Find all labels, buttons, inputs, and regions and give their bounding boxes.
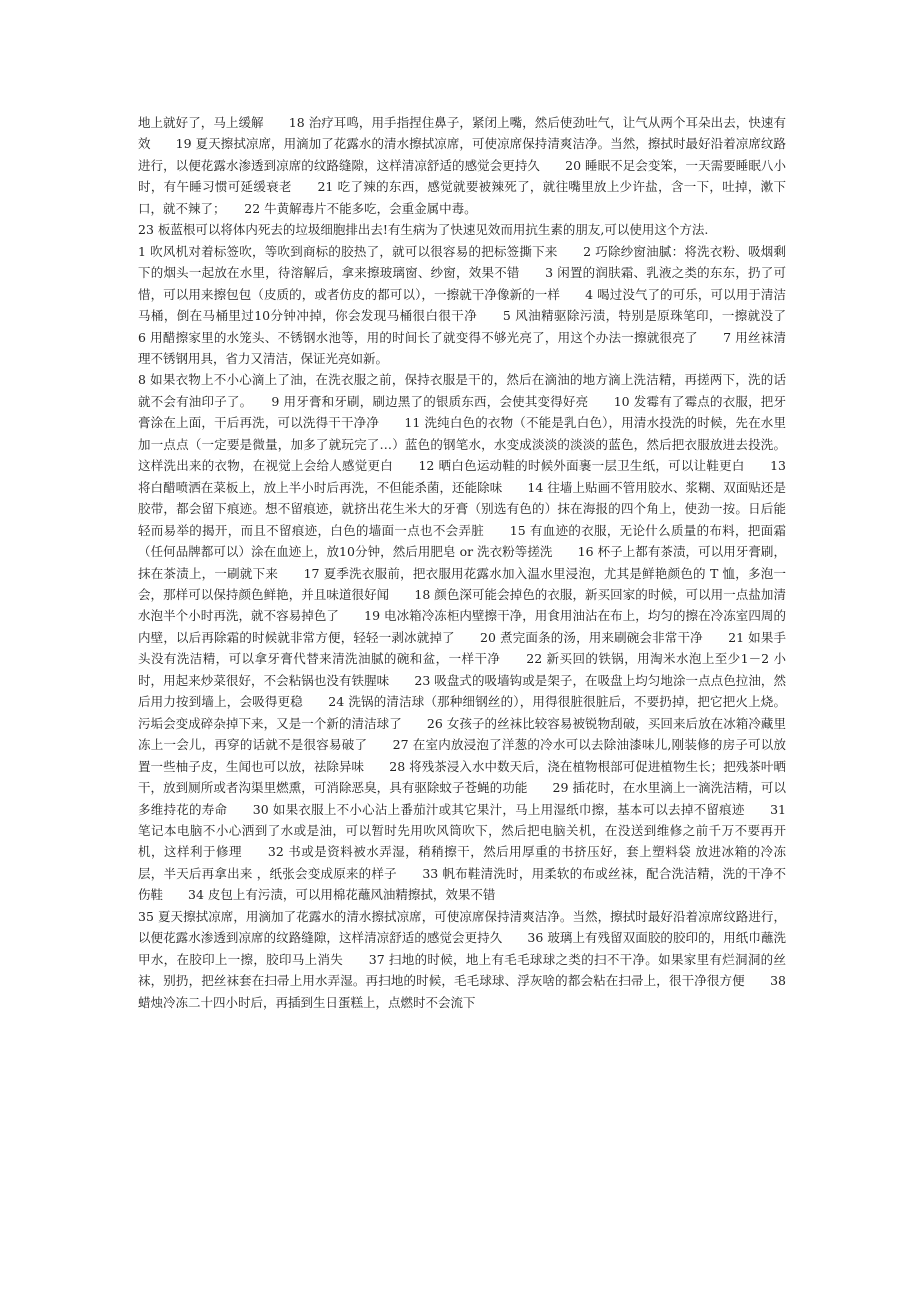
paragraph-5: 35 夏天擦拭凉席，用滴加了花露水的清水擦拭凉席，可使凉席保持清爽洁净。当然，擦拭时最好沿着凉席纹路进行，以便花露水渗透到凉席的纹路缝隙，这样清凉舒适的感觉会更持久 36 玻璃上有残留双面胶的胶印的，用纸巾蘸洗甲水，在胶印上一擦，胶印马上消失 37 扫地的时候，地上有毛毛球球之类的扫不干净。如果家里有烂洞洞的丝袜，别扔，把丝袜套在扫帚上用水弄湿。再扫地的时候，毛毛球球、浮灰啥的都会粘在扫帚上，很干净很方便 38 蜡烛冷冻二十四小时后，再插到生日蛋糕上，点燃时不会流下	[138, 908, 790, 1010]
paragraph-2: 23 板蓝根可以将体内死去的垃圾细胞排出去!有生病为了快速见效而用抗生素的朋友,可以使用这个方法.	[138, 222, 709, 238]
paragraph-3: 1 吹风机对着标签吹，等吹到商标的胶热了，就可以很容易的把标签撕下来 2 巧除纱窗油腻：将洗衣粉、吸烟剩下的烟头一起放在水里，待溶解后，拿来擦玻璃窗、纱窗，效果不错 3 闲置的润肤霜、乳液之类的东东，扔了可惜，可以用来擦包包（皮质的，或者仿皮的都可以），一擦就干净像新的一样 4 喝过没气了的可乐，可以用于清洁马桶，倒在马桶里过10分钟冲掉，你会发现马桶很白很干净 5 风油精驱除污渍，特别是原珠笔印，一擦就没了 6 用醋擦家里的水笼头、不锈钢水池等，用的时间长了就变得不够光亮了，用这个办法一擦就很亮了 7 用丝袜清理不锈钢用具，省力又清洁，保证光亮如新。	[138, 243, 812, 366]
paragraph-1: 地上就好了，马上缓解 18 治疗耳鸣，用手指捏住鼻子，紧闭上嘴，然后使劲吐气，让气从两个耳朵出去，快速有效 19 夏天擦拭凉席，用滴加了花露水的清水擦拭凉席，可使凉席保持清爽洁净。当然，擦拭时最好沿着凉席纹路进行，以便花露水渗透到凉席的纹路缝隙，这样清凉舒适的感觉会更持久 20 睡眠不足会变笨，一天需要睡眠八小时，有午睡习惯可延缓衰老 21 吃了辣的东西，感觉就要被辣死了，就往嘴里放上少许盐，含一下，吐掉，漱下口，就不辣了； 22 牛黄解毒片不能多吃，会重金属中毒。	[138, 115, 786, 216]
document-body	[138, 112, 812, 1013]
paragraph-4: 8 如果衣物上不小心滴上了油，在洗衣服之前，保持衣服是干的，然后在滴油的地方滴上洗洁精，再搓两下，洗的话就不会有油印子了。 9 用牙膏和牙刷，刷边黑了的银质东西，会使其变得好亮 10 发霉有了霉点的衣服，把牙膏涂在上面，干后再洗，可以洗得干干净净 11 洗纯白色的衣物（不能是乳白色），用清水投洗的时候，先在水里加一点点（一定要是微量，加多了就玩完了…）蓝色的钢笔水，水变成淡淡的淡淡的蓝色，然后把衣服放进去投洗。这样洗出来的衣物，在视觉上会给人感觉更白 12 晒白色运动鞋的时候外面裹一层卫生纸，可以让鞋更白 13 将白醋喷洒在菜板上，放上半小时后再洗，不但能杀菌，还能除味 14 往墙上贴画不管用胶水、浆糊、双面贴还是胶带，都会留下痕迹。想不留痕迹，就挤出花生米大的牙膏（别选有色的）抹在海报的四个角上，使劲一按。日后能轻而易举的揭开，而且不留痕迹，白色的墙面一点也不会弄脏 15 有血迹的衣服，无论什么质量的布料，把面霜（任何品牌都可以）涂在血迹上，放10分钟，然后用肥皂 or 洗衣粉等搓洗 16 杯子上都有茶渍，可以用牙膏刷，抹在茶渍上，一刷就下来 17 夏季洗衣服前，把衣服用花露水加入温水里浸泡，尤其是鲜艳颜色的 T 恤，多泡一会，那样可以保持颜色鲜艳，并且味道很好闻 18 颜色深可能会掉色的衣服，新买回家的时候，可以用一点盐加清水泡半个小时再洗，就不容易掉色了 19 电冰箱冷冻柜内壁擦干净，用食用油沾在布上，均匀的擦在冷冻室四周的内壁，以后再除霜的时候就非常方便，轻轻一剥冰就掉了 20 煮完面条的汤，用来刷碗会非常干净 21 如果手头没有洗洁精，可以拿牙膏代替来清洗油腻的碗和盆，一样干净 22 新买回的铁锅，用淘米水泡上至少1－2 小时，用起来炒菜很好，不会粘锅也没有铁腥味 23 吸盘式的吸墙钩或是架子，在吸盘上均匀地涂一点点色拉油，然后用力按到墙上，会吸得更稳 24 洗锅的清洁球（那种细钢丝的），用得很脏很脏后，不要扔掉，把它把火上烧。污垢会变成碎杂掉下来，又是一个新的清洁球了 26 女孩子的丝袜比较容易被锐物刮破，买回来后放在冰箱冷藏里冻上一会儿，再穿的话就不是很容易破了 27 在室内放浸泡了洋葱的冷水可以去除油漆味儿,刚装修的房子可以放置一些柚子皮，生闻也可以放，祛除异味 28 将残茶浸入水中数天后，浇在植物根部可促进植物生长；把残茶叶晒干，放到厕所或者沟渠里燃熏，可消除恶臭，具有驱除蚊子苍蝇的功能 29 插花时，在水里滴上一滴洗洁精，可以多维持花的寿命 30 如果衣服上不小心沾上番茄汁或其它果汁，马上用湿纸巾擦，基本可以去掉不留痕迹 31 笔记本电脑不小心洒到了水或是油，可以暂时先用吹风筒吹下，然后把电脑关机，在没送到维修之前千万不要再开机，这样利于修理 32 书或是资料被水弄湿，稍稍擦干，然后用厚重的书挤压好，套上塑料袋 放进冰箱的冷冻层，半天后再拿出来 ，纸张会变成原来的样子 33 帆布鞋清洗时，用柔软的布或丝袜，配合洗洁精，洗的干净不伤鞋 34 皮包上有污渍，可以用棉花蘸风油精擦拭，效果不错	[138, 372, 790, 903]
